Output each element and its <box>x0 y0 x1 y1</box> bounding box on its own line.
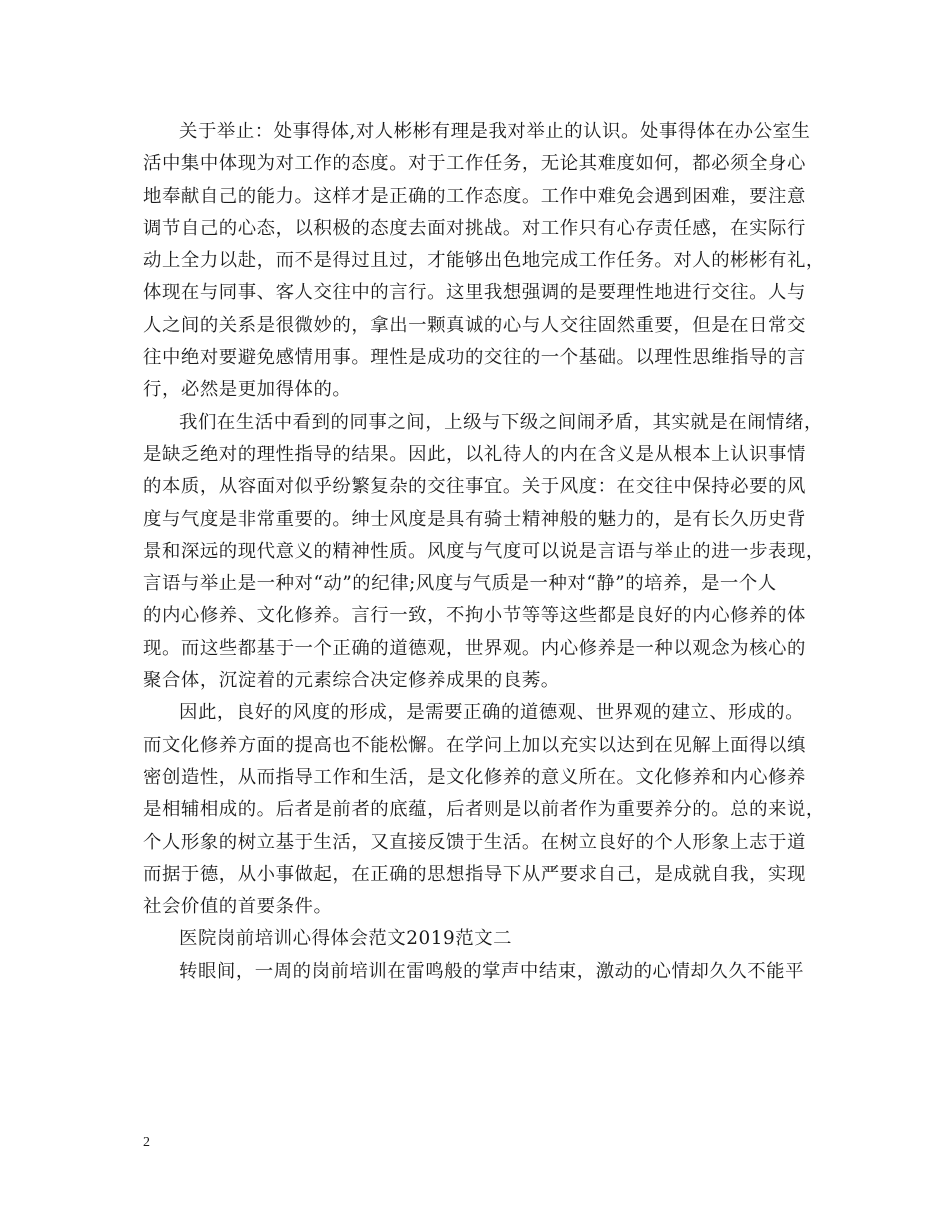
text-line: 是相辅相成的。后者是前者的底蕴，后者则是以前者作为重要养分的。总的来说， <box>143 799 825 821</box>
text-line: 个人形象的树立基于生活，又直接反馈于生活。在树立良好的个人形象上志于道 <box>143 831 806 853</box>
text-line: 因此，良好的风度的形成，是需要正确的道德观、世界观的建立、形成的。 <box>179 702 805 724</box>
text-line: 活中集中体现为对工作的态度。对于工作任务，无论其难度如何，都必须全身心 <box>143 153 806 175</box>
document-body <box>143 116 823 988</box>
text-line: 体现在与同事、客人交往中的言行。这里我想强调的是要理性地进行交往。人与 <box>143 282 806 304</box>
text-line: 社会价值的首要条件。 <box>143 896 333 918</box>
text-line: 动上全力以赴，而不是得过且过，才能够出色地完成工作任务。对人的彬彬有礼， <box>143 250 825 272</box>
text-line: 的本质，从容面对似乎纷繁复杂的交往事宜。关于风度：在交往中保持必要的风 <box>143 476 806 498</box>
text-line: 的内心修养、文化修养。言行一致，不拘小节等等这些都是良好的内心修养的体 <box>143 605 806 627</box>
text-line: 而文化修养方面的提高也不能松懈。在学问上加以充实以达到在见解上面得以缜 <box>143 734 806 756</box>
paragraph-cultivation <box>143 697 823 923</box>
text-line: 关于举止：处事得体,对人彬彬有理是我对举止的认识。处事得体在办公室生 <box>179 121 811 142</box>
text-line: 我们在生活中看到的同事之间，上级与下级之间闹矛盾，其实就是在闹情绪， <box>179 411 823 433</box>
text-line: 调节自己的心态，以积极的态度去面对挑战。对工作只有心存责任感，在实际行 <box>143 217 806 239</box>
paragraph-conduct <box>143 116 823 407</box>
text-line: 聚合体，沉淀着的元素综合决定修养成果的良莠。 <box>143 670 560 692</box>
text-line: 转眼间，一周的岗前培训在雷鸣般的掌声中结束，激动的心情却久久不能平 <box>179 960 805 982</box>
section-heading-block <box>143 923 823 955</box>
paragraph-demeanor <box>143 407 823 698</box>
text-line: 地奉献自己的能力。这样才是正确的工作态度。工作中难免会遇到困难，要注意 <box>143 185 806 207</box>
text-line: 是缺乏绝对的理性指导的结果。因此，以礼待人的内在含义是从根本上认识事情 <box>143 443 806 465</box>
text-line: 密创造性，从而指导工作和生活，是文化修养的意义所在。文化修养和内心修养 <box>143 766 806 788</box>
text-line: 往中绝对要避免感情用事。理性是成功的交往的一个基础。以理性思维指导的言 <box>143 347 806 369</box>
text-line: 行，必然是更加得体的。 <box>143 379 352 401</box>
section-heading: 医院岗前培训心得体会范文2019范文二 <box>179 928 513 950</box>
text-line: 景和深远的现代意义的精神性质。风度与气度可以说是言语与举止的进一步表现， <box>143 540 825 562</box>
paragraph-training-intro <box>143 956 823 988</box>
text-line: 而据于德，从小事做起，在正确的思想指导下从严要求自己，是成就自我，实现 <box>143 863 806 885</box>
text-line: 言语与举止是一种对“动”的纪律;风度与气质是一种对“静”的培养，是一个人 <box>143 573 777 595</box>
page-number: 2 <box>143 1135 150 1150</box>
text-line: 度与气度是非常重要的。绅士风度是具有骑士精神般的魅力的，是有长久历史背 <box>143 508 806 530</box>
text-line: 人之间的关系是很微妙的，拿出一颗真诚的心与人交往固然重要，但是在日常交 <box>143 314 806 336</box>
text-line: 现。而这些都基于一个正确的道德观，世界观。内心修养是一种以观念为核心的 <box>143 637 806 659</box>
